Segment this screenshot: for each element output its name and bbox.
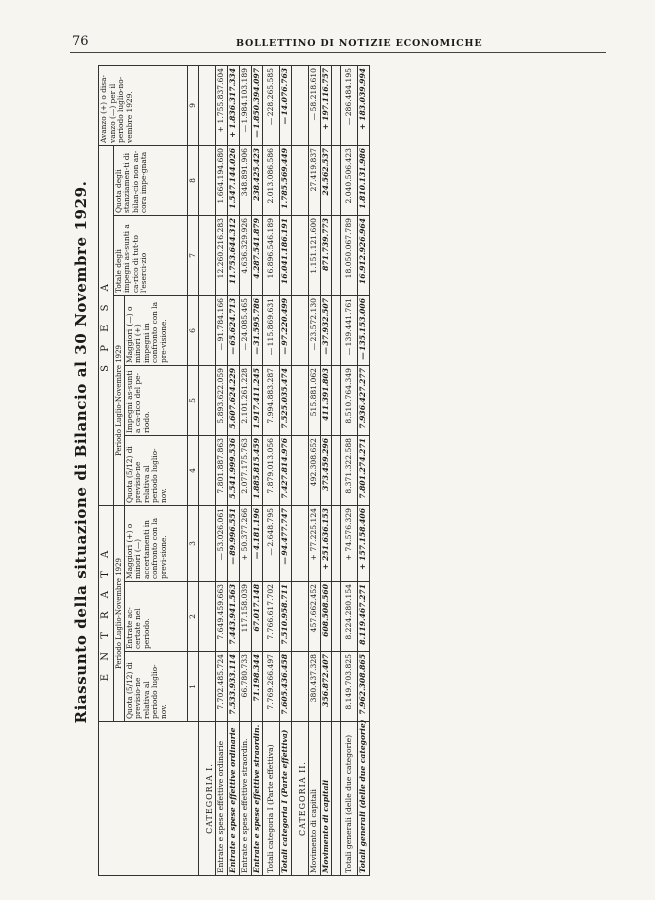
sign-c6: — bbox=[320, 346, 330, 355]
sign-c9: — bbox=[251, 130, 261, 138]
row-label: Movimento di capitali bbox=[308, 722, 320, 876]
header-rule bbox=[70, 52, 606, 53]
table-row bbox=[280, 65, 292, 875]
cell-c9: 228.265.585 bbox=[266, 67, 276, 117]
cell-c1: 356.872.407 bbox=[320, 652, 332, 722]
rotated-table-area bbox=[68, 62, 608, 882]
sign-c3: — bbox=[280, 556, 290, 565]
cell-c7: 4.636.329.926 bbox=[239, 216, 251, 296]
col-number-1: 1 bbox=[187, 652, 199, 722]
group-spesa: S P E S A bbox=[99, 145, 114, 505]
table-row bbox=[216, 65, 228, 875]
table-row bbox=[358, 65, 370, 875]
sign-c6: — bbox=[308, 342, 318, 351]
table-row bbox=[308, 65, 320, 875]
cell-c5: 7.525.035.474 bbox=[280, 366, 292, 436]
cell-c1: 7.533.933.114 bbox=[228, 652, 240, 722]
col-header-6: Maggiori (—) o minori (+) impegni in confronto con la pre-visione. bbox=[124, 296, 187, 366]
sign-c9: + bbox=[228, 131, 238, 138]
sign-c6: — bbox=[358, 352, 368, 360]
sign-c3: + bbox=[344, 554, 354, 561]
col-number-8: 8 bbox=[187, 145, 199, 215]
cell-c1: 380.437.328 bbox=[308, 652, 320, 722]
sign-c9: + bbox=[358, 123, 368, 130]
cell-c6: 31.595.786 bbox=[251, 298, 261, 346]
cell-c7: 4.287.541.879 bbox=[251, 216, 263, 296]
category-1-heading: CATEGORIA I. bbox=[199, 722, 216, 876]
col-header-9: Avanzo (+) o disa-vanzo (—) per il periodo luglio-no-vembre 1929. bbox=[99, 65, 188, 145]
sign-c9: — bbox=[266, 117, 276, 126]
sign-c6: — bbox=[228, 346, 238, 355]
cell-c3: 2.648.795 bbox=[266, 508, 276, 547]
row-label: Movimento di capitali bbox=[320, 722, 332, 876]
cell-c3: 4.181.196 bbox=[251, 508, 261, 551]
cell-c8: 1.664.194.680 bbox=[216, 145, 228, 215]
cell-c4: 492.308.652 bbox=[308, 436, 320, 506]
cell-c6: 23.572.130 bbox=[308, 298, 318, 342]
col-number-2: 2 bbox=[187, 582, 199, 652]
cell-c9: 14.076.763 bbox=[280, 67, 290, 116]
cell-c7: 18.050.067.789 bbox=[341, 216, 358, 296]
cell-c3: 251.636.153 bbox=[320, 508, 330, 561]
sign-c6: — bbox=[280, 346, 290, 355]
sign-c6: — bbox=[239, 342, 249, 351]
cell-c2: 608.508.560 bbox=[320, 582, 332, 652]
cell-c9: 1.755.837.604 bbox=[216, 67, 226, 124]
cell-c5: 5.893.622.059 bbox=[216, 366, 228, 436]
cell-c6: 65.624.713 bbox=[228, 298, 238, 346]
sign-c9: — bbox=[344, 117, 354, 126]
col-header-4: Quota (5/12) di previsio-ne relativa al periodo luglio-nov. bbox=[124, 436, 187, 506]
col-header-3: Maggiori (+) o minori (—) accertamenti in confronto con la previ-sione. bbox=[124, 506, 187, 582]
cell-c6: 24.085.465 bbox=[239, 298, 249, 342]
cell-c8: 348.891.906 bbox=[239, 145, 251, 215]
cell-c4: 1.885.815.459 bbox=[251, 436, 263, 506]
sign-c3: + bbox=[358, 563, 368, 570]
col-header-7: Totale degli impegni as-sunti a ca-rico di tut-to l'eserci-zio bbox=[113, 216, 187, 296]
cell-c2: 8.224.280.154 bbox=[341, 582, 358, 652]
cell-c8: 1.810.131.986 bbox=[358, 145, 370, 215]
sign-c3: — bbox=[228, 556, 238, 565]
sign-c3: + bbox=[239, 554, 249, 561]
row-label: Totali categoria I (Parte effettiva) bbox=[263, 722, 280, 876]
cell-c6: 135.153.006 bbox=[358, 298, 368, 351]
cell-c4: 5.541.999.536 bbox=[228, 436, 240, 506]
cell-c3: 94.477.747 bbox=[280, 508, 290, 556]
cell-c6: 91.784.166 bbox=[216, 298, 226, 342]
sign-c3: — bbox=[266, 548, 276, 556]
sign-c6: — bbox=[344, 347, 354, 356]
sign-c3: + bbox=[308, 554, 318, 561]
table-row bbox=[251, 65, 263, 875]
row-label: Totali categoria I (Parte effettiva) bbox=[280, 722, 292, 876]
group-entrata: E N T R A T A bbox=[99, 506, 114, 722]
cell-c2: 8.119.467.271 bbox=[358, 582, 370, 652]
sign-c3: + bbox=[320, 563, 330, 570]
sign-c3: — bbox=[216, 552, 226, 561]
col-number-3: 3 bbox=[187, 506, 199, 582]
cell-c1: 71.198.344 bbox=[251, 652, 263, 722]
page-number: 76 bbox=[72, 34, 89, 49]
cell-c9: 58.218.610 bbox=[308, 67, 318, 112]
cell-c8: 2.013.086.586 bbox=[263, 145, 280, 215]
cell-c3: 53.026.061 bbox=[216, 508, 226, 552]
period-spesa: Periodo Luglio-Novembre 1929 bbox=[113, 296, 124, 506]
cell-c9: 1.850.394.097 bbox=[251, 67, 261, 129]
cell-c5: 8.510.764.349 bbox=[341, 366, 358, 436]
cell-c1: 66.780.733 bbox=[239, 652, 251, 722]
cell-c7: 871.739.773 bbox=[320, 216, 332, 296]
cell-c9: 1.984.103.189 bbox=[239, 67, 249, 124]
cell-c4: 7.427.814.976 bbox=[280, 436, 292, 506]
cell-c2: 457.662.452 bbox=[308, 582, 320, 652]
row-label: Totali generali (delle due categorie) bbox=[341, 722, 358, 876]
cell-c3: 77.225.124 bbox=[308, 508, 318, 552]
cell-c1: 7.769.266.497 bbox=[263, 652, 280, 722]
row-label: Entrate e spese effettive ordinarie bbox=[216, 722, 228, 876]
table-row bbox=[263, 65, 280, 875]
cell-c6: 115.869.631 bbox=[266, 298, 276, 347]
period-entrata: Periodo Luglio-Novembre 1929 bbox=[113, 506, 124, 722]
cell-c4: 373.459.296 bbox=[320, 436, 332, 506]
cell-c5: 7.994.883.287 bbox=[263, 366, 280, 436]
cell-c5: 7.936.427.277 bbox=[358, 366, 370, 436]
cell-c9: 183.039.994 bbox=[358, 67, 368, 121]
cell-c7: 16.896.546.189 bbox=[263, 216, 280, 296]
col-number-9: 9 bbox=[187, 65, 199, 145]
cell-c4: 2.077.175.763 bbox=[239, 436, 251, 506]
cell-c1: 7.605.436.458 bbox=[280, 652, 292, 722]
cell-c2: 7.443.941.563 bbox=[228, 582, 240, 652]
col-number-6: 6 bbox=[187, 296, 199, 366]
cell-c2: 117.158.039 bbox=[239, 582, 251, 652]
cell-c5: 515.881.062 bbox=[308, 366, 320, 436]
cell-c9: 197.116.757 bbox=[320, 67, 330, 121]
col-number-7: 7 bbox=[187, 216, 199, 296]
cell-c5: 5.607.624.229 bbox=[228, 366, 240, 436]
table-title: Riassunto della situazione di Bilancio al 30 Novembre 1929. bbox=[72, 180, 90, 724]
cell-c2: 7.510.958.711 bbox=[280, 582, 292, 652]
cell-c5: 411.391.803 bbox=[320, 366, 332, 436]
running-title: BOLLETTINO DI NOTIZIE ECONOMICHE bbox=[236, 38, 483, 49]
cell-c1: 7.702.485.724 bbox=[216, 652, 228, 722]
cell-c7: 16.912.926.964 bbox=[358, 216, 370, 296]
col-header-1: Quota (5/12) di previsio-ne relativa al periodo luglio-nov. bbox=[124, 652, 187, 722]
row-label: Entrate e spese effettive straordin. bbox=[251, 722, 263, 876]
cell-c2: 67.017.148 bbox=[251, 582, 263, 652]
sign-c9: + bbox=[216, 126, 226, 133]
cell-c4: 8.371.322.588 bbox=[341, 436, 358, 506]
cell-c3: 74.576.329 bbox=[344, 508, 354, 552]
sign-c9: — bbox=[308, 112, 318, 121]
col-number-5: 5 bbox=[187, 366, 199, 436]
col-number-4: 4 bbox=[187, 436, 199, 506]
sign-c9: + bbox=[320, 123, 330, 130]
row-label: Totali generali (delle due categorie) bbox=[358, 722, 370, 876]
cell-c4: 7.879.013.056 bbox=[263, 436, 280, 506]
table-row bbox=[320, 65, 332, 875]
table-row bbox=[228, 65, 240, 875]
cell-c6: 139.441.761 bbox=[344, 298, 354, 347]
cell-c7: 1.151.121.600 bbox=[308, 216, 320, 296]
cell-c8: 1.547.144.026 bbox=[228, 145, 240, 215]
col-header-8: Quota degli stanziamen-ti di bilan-cio non an-cora impe-gnata bbox=[113, 145, 187, 215]
cell-c8: 24.562.537 bbox=[320, 145, 332, 215]
table-row bbox=[239, 65, 251, 875]
cell-c7: 12.260.216.283 bbox=[216, 216, 228, 296]
sign-c6: — bbox=[251, 346, 261, 355]
col-header-5: Impegni as-sunti a ca-rico del pe-riodo. bbox=[124, 366, 187, 436]
budget-summary-table bbox=[98, 65, 370, 876]
cell-c5: 2.101.261.228 bbox=[239, 366, 251, 436]
cell-c2: 7.766.617.702 bbox=[263, 582, 280, 652]
table-row bbox=[341, 65, 358, 875]
cell-c9: 1.836.317.334 bbox=[228, 67, 238, 129]
sign-c9: — bbox=[239, 124, 249, 133]
sign-c3: — bbox=[251, 551, 261, 560]
cell-c4: 7.801.274.271 bbox=[358, 436, 370, 506]
cell-c3: 157.158.406 bbox=[358, 508, 368, 561]
cell-c4: 7.801.887.863 bbox=[216, 436, 228, 506]
cell-c7: 16.041.186.191 bbox=[280, 216, 292, 296]
sign-c6: — bbox=[216, 342, 226, 351]
corner-cell bbox=[99, 722, 199, 876]
cell-c6: 37.932.507 bbox=[320, 298, 330, 346]
cell-c5: 1.917.411.245 bbox=[251, 366, 263, 436]
cell-c9: 286.484.195 bbox=[344, 67, 354, 117]
cell-c8: 27.419.837 bbox=[308, 145, 320, 215]
cell-c8: 2.040.506.423 bbox=[341, 145, 358, 215]
col-header-2: Entrate ac-certate nel periodo. bbox=[124, 582, 187, 652]
cell-c3: 89.996.551 bbox=[228, 508, 238, 556]
cell-c1: 7.962.308.865 bbox=[358, 652, 370, 722]
cell-c6: 97.220.499 bbox=[280, 298, 290, 346]
cell-c8: 238.425.423 bbox=[251, 145, 263, 215]
sign-c6: — bbox=[266, 347, 276, 356]
cell-c2: 7.649.459.663 bbox=[216, 582, 228, 652]
cell-c1: 8.149.703.825 bbox=[341, 652, 358, 722]
sign-c9: — bbox=[280, 116, 290, 125]
cell-c8: 1.785.569.449 bbox=[280, 145, 292, 215]
category-2-heading: CATEGORIA II. bbox=[291, 722, 308, 876]
cell-c3: 50.377.266 bbox=[239, 508, 249, 552]
cell-c7: 11.753.644.312 bbox=[228, 216, 240, 296]
row-label: Entrate e spese effettive ordinarie bbox=[228, 722, 240, 876]
row-label: Entrate e spese effettive straordin. bbox=[239, 722, 251, 876]
